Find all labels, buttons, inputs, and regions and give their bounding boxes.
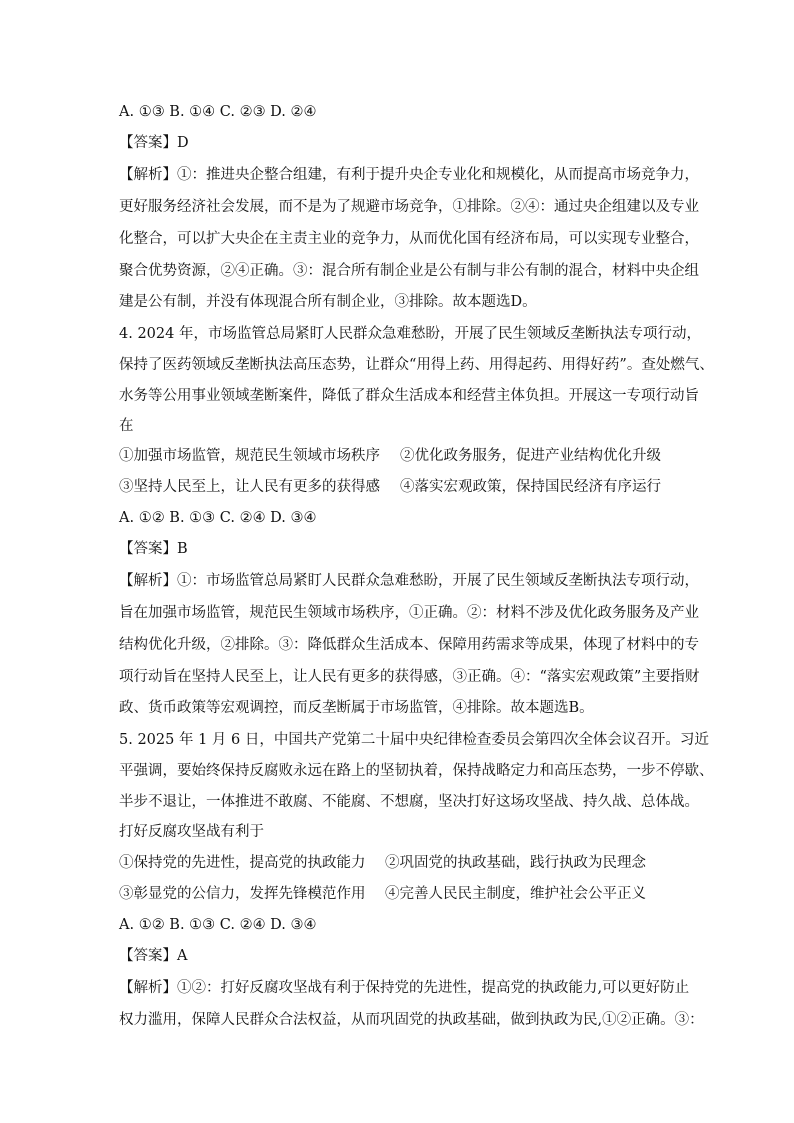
q5-stem-line: 5. 2025 年 1 月 6 日，中国共产党第二十届中央纪律检查委员会第四次全体会议召开。习近 xyxy=(119,732,709,748)
q5-option: ②巩固党的执政基础，践行执政为民理念 xyxy=(385,855,646,871)
q4-option: ③坚持人民至上，让人民有更多的获得感 xyxy=(119,479,380,495)
q4-analysis-line: 【解析】①：市场监管总局紧盯人民群众急难愁盼，开展了民生领域反垄断执法专项行动， xyxy=(119,573,699,589)
q5-choices: A. ①② B. ①③ C. ②④ D. ③④ xyxy=(119,917,317,933)
q4-analysis-line: 政、货币政策等宏观调控，而反垄断属于市场监管，④排除。故本题选B。 xyxy=(119,700,594,716)
q4-answer: 【答案】B xyxy=(119,541,188,557)
q4-stem-line: 水务等公用事业领域垄断案件，降低了群众生活成本和经营主体负担。开展这一专项行动旨 xyxy=(119,388,699,404)
q5-stem-line: 半步不退让，一体推进不敢腐、不能腐、不想腐，坚决打好这场攻坚战、持久战、总体战。 xyxy=(119,794,699,810)
q4-stem-line: 4. 2024 年，市场监管总局紧盯人民群众急难愁盼，开展了民生领域反垄断执法专项行动， xyxy=(119,326,701,342)
q4-option: ①加强市场监管，规范民生领域市场秩序 xyxy=(119,448,380,464)
q5-option: ①保持党的先进性，提高党的执政能力 xyxy=(119,855,366,871)
q4-option: ④落实宏观政策，保持国民经济有序运行 xyxy=(400,479,661,495)
q3-analysis-line: 【解析】①：推进央企整合组建，有利于提升央企专业化和规模化，从而提高市场竞争力， xyxy=(119,167,699,183)
q3-choices: A. ①③ B. ①④ C. ②③ D. ②④ xyxy=(119,104,317,120)
q4-analysis-line: 旨在加强市场监管，规范民生领域市场秩序，①正确。②：材料不涉及优化政务服务及产业 xyxy=(119,605,699,621)
q3-analysis-line: 化整合，可以扩大央企在主责主业的竞争力，从而优化国有经济布局，可以实现专业整合， xyxy=(119,231,699,247)
q5-answer: 【答案】A xyxy=(119,948,188,964)
q3-analysis-line: 更好服务经济社会发展，而不是为了规避市场竞争，①排除。②④：通过央企组建以及专业 xyxy=(119,199,699,215)
q5-option: ③彰显党的公信力，发挥先锋模范作用 xyxy=(119,886,366,902)
q3-answer: 【答案】D xyxy=(119,135,189,151)
q3-analysis-line: 聚合优势资源，②④正确。③：混合所有制企业是公有制与非公有制的混合，材料中央企组 xyxy=(119,263,699,279)
q4-stem-line: 在 xyxy=(119,418,134,434)
q4-analysis-line: 项行动旨在坚持人民至上，让人民有更多的获得感，③正确。④：“落实宏观政策”主要指财 xyxy=(119,669,700,685)
q4-analysis-line: 结构优化升级，②排除。③：降低群众生活成本、保障用药需求等成果，体现了材料中的专 xyxy=(119,637,699,653)
q5-analysis-line: 【解析】①②：打好反腐攻坚战有利于保持党的先进性，提高党的执政能力,可以更好防止 xyxy=(119,980,690,996)
q5-stem-line: 打好反腐攻坚战有利于 xyxy=(119,824,264,840)
q4-stem-line: 保持了医药领域反垄断执法高压态势，让群众“用得上药、用得起药、用得好药”。查处燃气、 xyxy=(119,357,714,373)
q3-analysis-line: 建是公有制，并没有体现混合所有制企业，③排除。故本题选D。 xyxy=(119,294,537,310)
q5-stem-line: 平强调，要始终保持反腐败永远在路上的坚韧执着，保持战略定力和高压态势，一步不停歇、 xyxy=(119,763,714,779)
q5-option: ④完善人民民主制度，维护社会公平正义 xyxy=(385,886,646,902)
q4-choices: A. ①② B. ①③ C. ②④ D. ③④ xyxy=(119,510,317,526)
q5-analysis-line: 权力滥用，保障人民群众合法权益，从而巩固党的执政基础，做到执政为民,①②正确。③： xyxy=(119,1012,704,1028)
q4-option: ②优化政务服务，促进产业结构优化升级 xyxy=(400,448,661,464)
